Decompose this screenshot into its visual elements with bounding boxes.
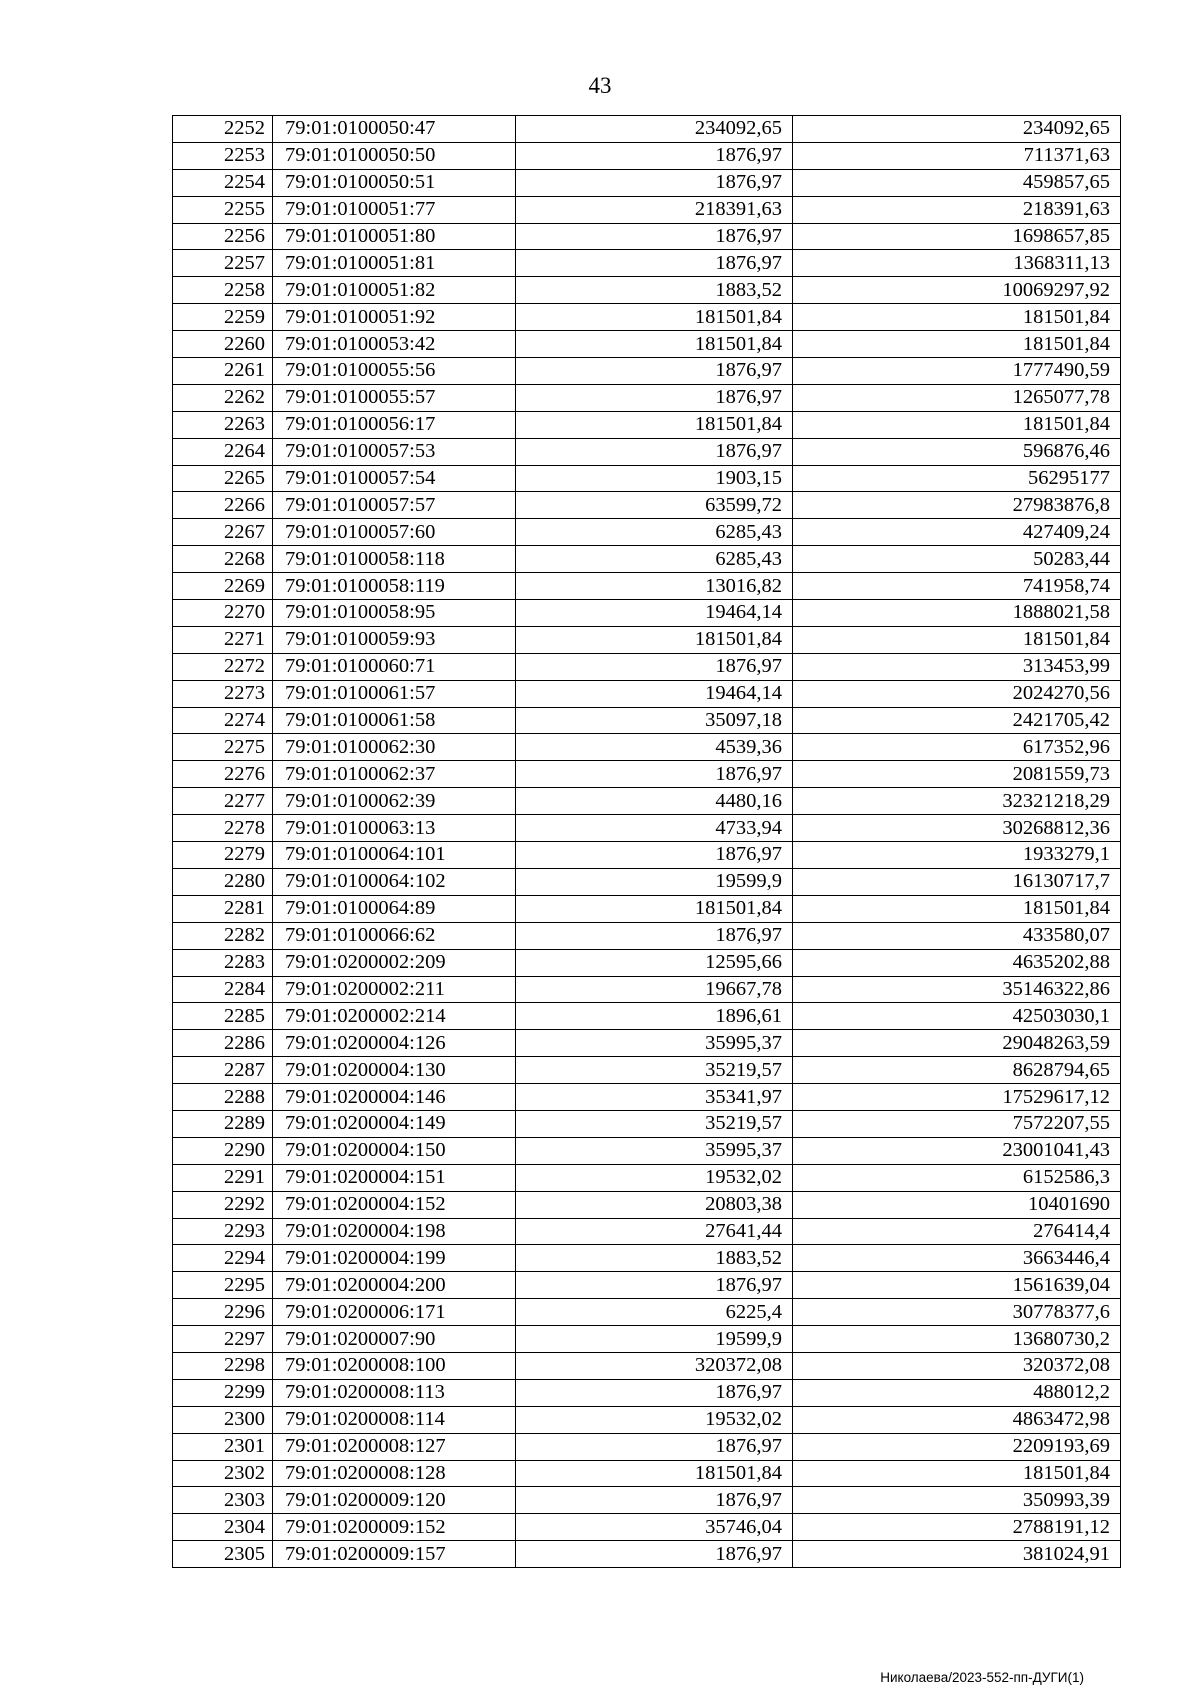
page-number: 43	[588, 73, 612, 98]
value-cell: 1876,97	[516, 142, 793, 169]
table-row	[173, 842, 1121, 869]
table-row	[173, 1164, 1121, 1191]
cadastral-value-cell: 741958,74	[793, 573, 1121, 600]
cadastral-value-cell: 459857,65	[793, 169, 1121, 196]
cadastral-value-cell: 16130717,7	[793, 868, 1121, 895]
value-cell: 19464,14	[516, 680, 793, 707]
table-row	[173, 815, 1121, 842]
cadastral-number-cell: 79:01:0100057:53	[273, 438, 516, 465]
table-row	[173, 277, 1121, 304]
cadastral-number-cell: 79:01:0100062:39	[273, 788, 516, 815]
cadastral-value-cell: 35146322,86	[793, 976, 1121, 1003]
table-row	[173, 358, 1121, 385]
table-row	[173, 1218, 1121, 1245]
row-number-cell: 2260	[173, 331, 273, 358]
row-number-cell: 2305	[173, 1541, 273, 1568]
cadastral-value-table	[172, 115, 1121, 1568]
cadastral-number-cell: 79:01:0100058:95	[273, 600, 516, 627]
table-row	[173, 331, 1121, 358]
table-row	[173, 626, 1121, 653]
cadastral-number-cell: 79:01:0100057:60	[273, 519, 516, 546]
table-row	[173, 1460, 1121, 1487]
value-cell: 1896,61	[516, 1003, 793, 1030]
cadastral-number-cell: 79:01:0100064:89	[273, 895, 516, 922]
cadastral-value-cell: 381024,91	[793, 1541, 1121, 1568]
value-cell: 35995,37	[516, 1137, 793, 1164]
document-footer: Николаева/2023-552-пп-ДУГИ(1)	[880, 1670, 1084, 1685]
row-number-cell: 2286	[173, 1030, 273, 1057]
row-number-cell: 2302	[173, 1460, 273, 1487]
cadastral-number-cell: 79:01:0100050:50	[273, 142, 516, 169]
value-cell: 218391,63	[516, 196, 793, 223]
value-cell: 27641,44	[516, 1218, 793, 1245]
cadastral-number-cell: 79:01:0100066:62	[273, 922, 516, 949]
value-cell: 234092,65	[516, 116, 793, 143]
value-cell: 1876,97	[516, 1541, 793, 1568]
value-cell: 6225,4	[516, 1299, 793, 1326]
cadastral-number-cell: 79:01:0100050:51	[273, 169, 516, 196]
table-row	[173, 1110, 1121, 1137]
row-number-cell: 2277	[173, 788, 273, 815]
table-row	[173, 1541, 1121, 1568]
table-row	[173, 1245, 1121, 1272]
cadastral-value-cell: 181501,84	[793, 411, 1121, 438]
table-row	[173, 788, 1121, 815]
row-number-cell: 2295	[173, 1272, 273, 1299]
value-cell: 35219,57	[516, 1057, 793, 1084]
cadastral-number-cell: 79:01:0200009:120	[273, 1487, 516, 1514]
table-row	[173, 250, 1121, 277]
cadastral-value-cell: 276414,4	[793, 1218, 1121, 1245]
value-cell: 181501,84	[516, 331, 793, 358]
cadastral-number-cell: 79:01:0100060:71	[273, 653, 516, 680]
cadastral-value-cell: 1265077,78	[793, 384, 1121, 411]
cadastral-value-cell: 23001041,43	[793, 1137, 1121, 1164]
cadastral-number-cell: 79:01:0100055:57	[273, 384, 516, 411]
cadastral-value-cell: 10401690	[793, 1191, 1121, 1218]
value-cell: 35746,04	[516, 1514, 793, 1541]
table-row	[173, 196, 1121, 223]
row-number-cell: 2272	[173, 653, 273, 680]
row-number-cell: 2253	[173, 142, 273, 169]
value-cell: 1876,97	[516, 922, 793, 949]
table-row	[173, 223, 1121, 250]
table-row	[173, 465, 1121, 492]
value-cell: 1876,97	[516, 1379, 793, 1406]
row-number-cell: 2301	[173, 1433, 273, 1460]
cadastral-value-cell: 8628794,65	[793, 1057, 1121, 1084]
table-row	[173, 1487, 1121, 1514]
value-cell: 19464,14	[516, 600, 793, 627]
cadastral-number-cell: 79:01:0100051:81	[273, 250, 516, 277]
row-number-cell: 2287	[173, 1057, 273, 1084]
row-number-cell: 2254	[173, 169, 273, 196]
row-number-cell: 2291	[173, 1164, 273, 1191]
value-cell: 181501,84	[516, 895, 793, 922]
table-row	[173, 1191, 1121, 1218]
cadastral-number-cell: 79:01:0100059:93	[273, 626, 516, 653]
cadastral-value-cell: 181501,84	[793, 1460, 1121, 1487]
cadastral-value-cell: 29048263,59	[793, 1030, 1121, 1057]
cadastral-number-cell: 79:01:0100056:17	[273, 411, 516, 438]
value-cell: 6285,43	[516, 519, 793, 546]
table-row	[173, 1057, 1121, 1084]
value-cell: 1883,52	[516, 277, 793, 304]
table-row	[173, 1433, 1121, 1460]
cadastral-number-cell: 79:01:0200006:171	[273, 1299, 516, 1326]
cadastral-number-cell: 79:01:0200008:100	[273, 1352, 516, 1379]
cadastral-value-cell: 1561639,04	[793, 1272, 1121, 1299]
cadastral-number-cell: 79:01:0200004:126	[273, 1030, 516, 1057]
value-cell: 35995,37	[516, 1030, 793, 1057]
row-number-cell: 2282	[173, 922, 273, 949]
value-cell: 1903,15	[516, 465, 793, 492]
value-cell: 19532,02	[516, 1164, 793, 1191]
row-number-cell: 2293	[173, 1218, 273, 1245]
row-number-cell: 2283	[173, 949, 273, 976]
row-number-cell: 2252	[173, 116, 273, 143]
row-number-cell: 2261	[173, 358, 273, 385]
row-number-cell: 2273	[173, 680, 273, 707]
cadastral-value-cell: 56295177	[793, 465, 1121, 492]
table-row	[173, 384, 1121, 411]
cadastral-number-cell: 79:01:0100051:82	[273, 277, 516, 304]
cadastral-number-cell: 79:01:0100055:56	[273, 358, 516, 385]
table-row	[173, 761, 1121, 788]
cadastral-value-cell: 17529617,12	[793, 1084, 1121, 1111]
value-cell: 6285,43	[516, 546, 793, 573]
row-number-cell: 2262	[173, 384, 273, 411]
cadastral-value-cell: 27983876,8	[793, 492, 1121, 519]
value-cell: 1876,97	[516, 653, 793, 680]
table-row	[173, 492, 1121, 519]
cadastral-number-cell: 79:01:0200002:209	[273, 949, 516, 976]
table-row	[173, 573, 1121, 600]
value-cell: 1876,97	[516, 1487, 793, 1514]
table-row	[173, 1272, 1121, 1299]
cadastral-value-cell: 1368311,13	[793, 250, 1121, 277]
cadastral-number-cell: 79:01:0200008:128	[273, 1460, 516, 1487]
cadastral-value-cell: 234092,65	[793, 116, 1121, 143]
value-cell: 1876,97	[516, 358, 793, 385]
value-cell: 1883,52	[516, 1245, 793, 1272]
value-cell: 1876,97	[516, 250, 793, 277]
cadastral-number-cell: 79:01:0100062:30	[273, 734, 516, 761]
table-row	[173, 116, 1121, 143]
row-number-cell: 2256	[173, 223, 273, 250]
row-number-cell: 2294	[173, 1245, 273, 1272]
row-number-cell: 2274	[173, 707, 273, 734]
value-cell: 1876,97	[516, 1272, 793, 1299]
row-number-cell: 2276	[173, 761, 273, 788]
cadastral-number-cell: 79:01:0100051:80	[273, 223, 516, 250]
value-cell: 20803,38	[516, 1191, 793, 1218]
row-number-cell: 2303	[173, 1487, 273, 1514]
table-row	[173, 895, 1121, 922]
cadastral-number-cell: 79:01:0100057:57	[273, 492, 516, 519]
cadastral-value-cell: 350993,39	[793, 1487, 1121, 1514]
table-row	[173, 1084, 1121, 1111]
cadastral-number-cell: 79:01:0200004:146	[273, 1084, 516, 1111]
table-row	[173, 519, 1121, 546]
table-row	[173, 1003, 1121, 1030]
table-row	[173, 707, 1121, 734]
cadastral-number-cell: 79:01:0200004:198	[273, 1218, 516, 1245]
row-number-cell: 2289	[173, 1110, 273, 1137]
table-row	[173, 1406, 1121, 1433]
cadastral-number-cell: 79:01:0100062:37	[273, 761, 516, 788]
value-cell: 35219,57	[516, 1110, 793, 1137]
cadastral-value-cell: 181501,84	[793, 304, 1121, 331]
cadastral-number-cell: 79:01:0200004:200	[273, 1272, 516, 1299]
row-number-cell: 2264	[173, 438, 273, 465]
cadastral-value-cell: 1933279,1	[793, 842, 1121, 869]
value-cell: 181501,84	[516, 304, 793, 331]
row-number-cell: 2255	[173, 196, 273, 223]
cadastral-value-cell: 181501,84	[793, 331, 1121, 358]
cadastral-number-cell: 79:01:0200008:113	[273, 1379, 516, 1406]
value-cell: 12595,66	[516, 949, 793, 976]
cadastral-value-cell: 711371,63	[793, 142, 1121, 169]
cadastral-number-cell: 79:01:0100064:102	[273, 868, 516, 895]
row-number-cell: 2288	[173, 1084, 273, 1111]
cadastral-value-cell: 427409,24	[793, 519, 1121, 546]
table-row	[173, 949, 1121, 976]
value-cell: 1876,97	[516, 223, 793, 250]
table-row	[173, 304, 1121, 331]
row-number-cell: 2296	[173, 1299, 273, 1326]
cadastral-value-cell: 313453,99	[793, 653, 1121, 680]
table-row	[173, 680, 1121, 707]
cadastral-number-cell: 79:01:0100050:47	[273, 116, 516, 143]
row-number-cell: 2280	[173, 868, 273, 895]
row-number-cell: 2279	[173, 842, 273, 869]
cadastral-value-cell: 1777490,59	[793, 358, 1121, 385]
cadastral-number-cell: 79:01:0200008:114	[273, 1406, 516, 1433]
value-cell: 1876,97	[516, 1433, 793, 1460]
table-row	[173, 976, 1121, 1003]
row-number-cell: 2298	[173, 1352, 273, 1379]
value-cell: 4539,36	[516, 734, 793, 761]
table-row	[173, 1379, 1121, 1406]
row-number-cell: 2284	[173, 976, 273, 1003]
value-cell: 1876,97	[516, 384, 793, 411]
cadastral-number-cell: 79:01:0100064:101	[273, 842, 516, 869]
value-cell: 181501,84	[516, 1460, 793, 1487]
cadastral-value-cell: 433580,07	[793, 922, 1121, 949]
row-number-cell: 2271	[173, 626, 273, 653]
table-row	[173, 1514, 1121, 1541]
table-row	[173, 546, 1121, 573]
cadastral-number-cell: 79:01:0100058:119	[273, 573, 516, 600]
table-row	[173, 868, 1121, 895]
cadastral-value-cell: 2421705,42	[793, 707, 1121, 734]
table-row	[173, 169, 1121, 196]
cadastral-value-cell: 488012,2	[793, 1379, 1121, 1406]
value-cell: 1876,97	[516, 438, 793, 465]
cadastral-number-cell: 79:01:0100061:58	[273, 707, 516, 734]
value-cell: 181501,84	[516, 626, 793, 653]
cadastral-number-cell: 79:01:0200009:157	[273, 1541, 516, 1568]
row-number-cell: 2290	[173, 1137, 273, 1164]
value-cell: 19599,9	[516, 1326, 793, 1353]
row-number-cell: 2266	[173, 492, 273, 519]
cadastral-value-cell: 2081559,73	[793, 761, 1121, 788]
cadastral-value-cell: 30268812,36	[793, 815, 1121, 842]
row-number-cell: 2304	[173, 1514, 273, 1541]
cadastral-number-cell: 79:01:0100053:42	[273, 331, 516, 358]
cadastral-number-cell: 79:01:0200007:90	[273, 1326, 516, 1353]
cadastral-number-cell: 79:01:0200004:199	[273, 1245, 516, 1272]
table-row	[173, 1299, 1121, 1326]
value-cell: 1876,97	[516, 169, 793, 196]
value-cell: 35341,97	[516, 1084, 793, 1111]
value-cell: 320372,08	[516, 1352, 793, 1379]
cadastral-value-cell: 320372,08	[793, 1352, 1121, 1379]
row-number-cell: 2270	[173, 600, 273, 627]
value-cell: 35097,18	[516, 707, 793, 734]
row-number-cell: 2258	[173, 277, 273, 304]
cadastral-number-cell: 79:01:0100057:54	[273, 465, 516, 492]
table-row	[173, 734, 1121, 761]
value-cell: 181501,84	[516, 411, 793, 438]
cadastral-value-cell: 7572207,55	[793, 1110, 1121, 1137]
value-cell: 1876,97	[516, 842, 793, 869]
row-number-cell: 2299	[173, 1379, 273, 1406]
cadastral-number-cell: 79:01:0100051:77	[273, 196, 516, 223]
value-cell: 19532,02	[516, 1406, 793, 1433]
row-number-cell: 2297	[173, 1326, 273, 1353]
cadastral-value-cell: 218391,63	[793, 196, 1121, 223]
row-number-cell: 2259	[173, 304, 273, 331]
cadastral-number-cell: 79:01:0200002:211	[273, 976, 516, 1003]
row-number-cell: 2268	[173, 546, 273, 573]
table-body	[173, 116, 1121, 1568]
cadastral-value-cell: 13680730,2	[793, 1326, 1121, 1353]
table-row	[173, 653, 1121, 680]
cadastral-value-cell: 2209193,69	[793, 1433, 1121, 1460]
table-row	[173, 1137, 1121, 1164]
cadastral-number-cell: 79:01:0200004:151	[273, 1164, 516, 1191]
cadastral-number-cell: 79:01:0200009:152	[273, 1514, 516, 1541]
row-number-cell: 2292	[173, 1191, 273, 1218]
cadastral-number-cell: 79:01:0200004:150	[273, 1137, 516, 1164]
value-cell: 19667,78	[516, 976, 793, 1003]
row-number-cell: 2267	[173, 519, 273, 546]
value-cell: 19599,9	[516, 868, 793, 895]
value-cell: 4733,94	[516, 815, 793, 842]
cadastral-value-cell: 181501,84	[793, 895, 1121, 922]
cadastral-value-cell: 2788191,12	[793, 1514, 1121, 1541]
row-number-cell: 2281	[173, 895, 273, 922]
table-row	[173, 1326, 1121, 1353]
cadastral-value-cell: 10069297,92	[793, 277, 1121, 304]
cadastral-value-cell: 30778377,6	[793, 1299, 1121, 1326]
cadastral-value-cell: 617352,96	[793, 734, 1121, 761]
cadastral-number-cell: 79:01:0200002:214	[273, 1003, 516, 1030]
row-number-cell: 2269	[173, 573, 273, 600]
cadastral-value-cell: 181501,84	[793, 626, 1121, 653]
cadastral-value-cell: 1698657,85	[793, 223, 1121, 250]
row-number-cell: 2263	[173, 411, 273, 438]
cadastral-value-cell: 2024270,56	[793, 680, 1121, 707]
cadastral-value-cell: 596876,46	[793, 438, 1121, 465]
cadastral-number-cell: 79:01:0200004:149	[273, 1110, 516, 1137]
value-cell: 13016,82	[516, 573, 793, 600]
value-cell: 4480,16	[516, 788, 793, 815]
cadastral-number-cell: 79:01:0200004:152	[273, 1191, 516, 1218]
row-number-cell: 2285	[173, 1003, 273, 1030]
table-row	[173, 922, 1121, 949]
row-number-cell: 2265	[173, 465, 273, 492]
cadastral-value-cell: 1888021,58	[793, 600, 1121, 627]
cadastral-number-cell: 79:01:0100051:92	[273, 304, 516, 331]
cadastral-value-cell: 3663446,4	[793, 1245, 1121, 1272]
value-cell: 63599,72	[516, 492, 793, 519]
cadastral-number-cell: 79:01:0200004:130	[273, 1057, 516, 1084]
row-number-cell: 2275	[173, 734, 273, 761]
cadastral-value-cell: 4863472,98	[793, 1406, 1121, 1433]
table-row	[173, 600, 1121, 627]
cadastral-number-cell: 79:01:0100058:118	[273, 546, 516, 573]
table-row	[173, 438, 1121, 465]
row-number-cell: 2300	[173, 1406, 273, 1433]
value-cell: 1876,97	[516, 761, 793, 788]
cadastral-value-cell: 32321218,29	[793, 788, 1121, 815]
cadastral-number-cell: 79:01:0100063:13	[273, 815, 516, 842]
cadastral-value-cell: 50283,44	[793, 546, 1121, 573]
cadastral-number-cell: 79:01:0100061:57	[273, 680, 516, 707]
cadastral-value-cell: 42503030,1	[793, 1003, 1121, 1030]
table-row	[173, 142, 1121, 169]
table-row	[173, 1352, 1121, 1379]
cadastral-number-cell: 79:01:0200008:127	[273, 1433, 516, 1460]
table-row	[173, 1030, 1121, 1057]
table-row	[173, 411, 1121, 438]
row-number-cell: 2278	[173, 815, 273, 842]
row-number-cell: 2257	[173, 250, 273, 277]
cadastral-value-cell: 4635202,88	[793, 949, 1121, 976]
cadastral-value-cell: 6152586,3	[793, 1164, 1121, 1191]
